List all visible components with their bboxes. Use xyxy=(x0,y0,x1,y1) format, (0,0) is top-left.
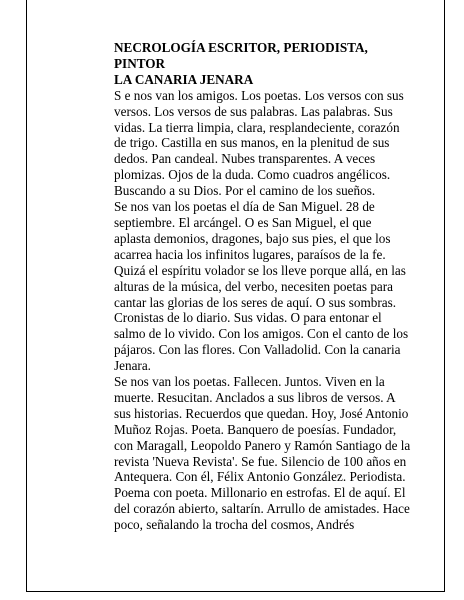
article-paragraph-2: Se nos van los poetas el día de San Miguel. 28 de septiembre. El arcángel. O es San Miguel, el que aplasta demonios, dragones, bajo sus pies, el que los acarrea hacia los infinitos lugares, paraísos de la fe. Quizá el espíritu volador se los lleve porque allá, en las alturas de la música, del verbo, necesiten poetas para cantar las glorias de los seres de aquí. O sus sombras. Cronistas de lo diario. Sus vidas. O para entonar el salmo de lo vivido. Con los amigos. Con el canto de los pájaros. Con las flores. Con Valladolid. Con la canaria Jenara. xyxy=(114,199,409,374)
article-subheadline: LA CANARIA JENARA xyxy=(114,71,254,87)
article-paragraph-3: Se nos van los poetas. Fallecen. Juntos. Viven en la muerte. Resucitan. Anclados a sus libros de versos. A sus historias. Recuerdos que quedan. Hoy, José Antonio Muñoz Rojas. Poeta. Banquero de poesías. Fundador, con Maragall, Leopoldo Panero y Ramón Santiago de la revista 'Nueva Revista'. Se fue. Silencio de 100 años en Antequera. Con él, Félix Antonio González. Periodista. Poema con poeta. Millonario en estrofas. El de aquí. El del corazón abierto, saltarín. Arrullo de amistades. Hace poco, señalando la trocha del cosmos, Andrés xyxy=(114,374,411,533)
article-headline: NECROLOGÍA ESCRITOR, PERIODISTA, PINTOR xyxy=(114,40,368,71)
article-paragraph-1: S e nos van los amigos. Los poetas. Los versos con sus versos. Los versos de sus palabras. Las palabras. Sus vidas. La tierra limpia, clara, resplandeciente, corazón de trigo. Castilla en sus manos, en la plenitud de sus dedos. Pan candeal. Nubes transparentes. A veces plomizas. Ojos de la duda. Como cuadros angélicos. Buscando a su Dios. Por el camino de los sueños. xyxy=(114,87,404,199)
article-body xyxy=(114,40,430,533)
